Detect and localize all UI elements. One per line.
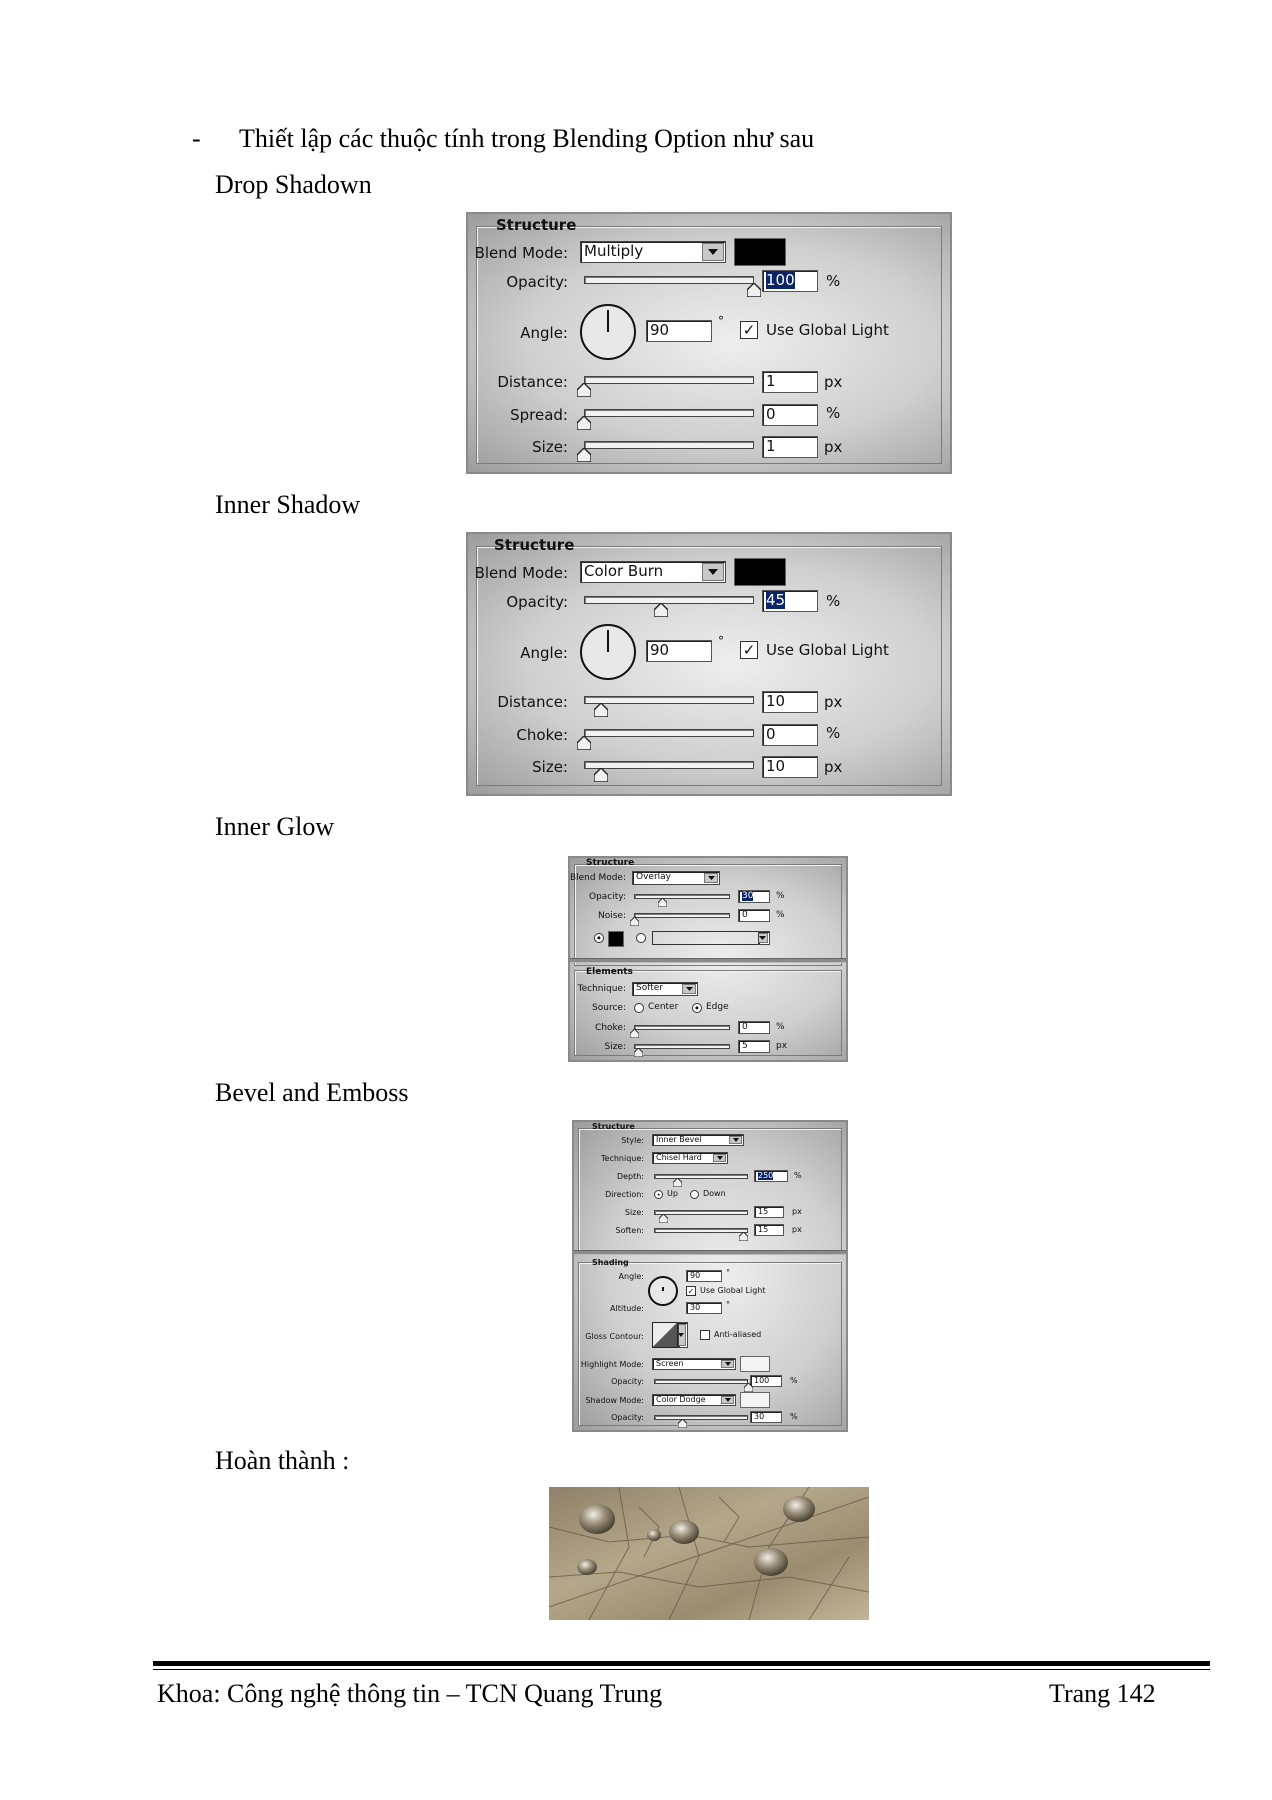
- highlight-mode-value: Screen: [656, 1359, 684, 1368]
- style-label: Style:: [621, 1136, 644, 1145]
- choke-label: Choke:: [516, 726, 568, 744]
- source-edge-label: Edge: [706, 1002, 729, 1012]
- chevron-down-icon: [682, 984, 696, 994]
- soften-slider[interactable]: [654, 1228, 748, 1233]
- elements-title: Elements: [586, 967, 633, 977]
- distance-field[interactable]: 10: [762, 691, 818, 713]
- opacity-unit: %: [826, 272, 841, 290]
- source-label: Source:: [592, 1003, 626, 1013]
- source-edge-radio[interactable]: [692, 1003, 702, 1013]
- chevron-down-icon: [678, 1324, 686, 1346]
- opacity-unit: %: [826, 592, 841, 610]
- bullet-dash: -: [192, 124, 201, 153]
- opacity-label: Opacity:: [589, 892, 626, 902]
- angle-field[interactable]: 90: [646, 320, 712, 342]
- shadow-color-swatch[interactable]: [734, 558, 786, 586]
- angle-label: Angle:: [618, 1272, 644, 1281]
- altitude-field[interactable]: 30: [686, 1302, 722, 1314]
- angle-unit: °: [718, 634, 724, 648]
- drop-shadow-panel: [466, 212, 952, 474]
- chevron-down-icon: [758, 933, 768, 943]
- structure-title: Structure: [592, 1122, 635, 1131]
- source-center-radio[interactable]: [634, 1003, 644, 1013]
- size-field[interactable]: 1: [762, 436, 818, 458]
- solid-color-radio[interactable]: [594, 933, 604, 943]
- opacity-slider[interactable]: [634, 894, 730, 899]
- shadow-color-swatch[interactable]: [740, 1392, 770, 1408]
- intro-text: Thiết lập các thuộc tính trong Blending Option như sau: [239, 124, 815, 153]
- shadow-opacity-unit: %: [790, 1412, 798, 1421]
- chevron-down-icon: [702, 243, 724, 261]
- glow-gradient-picker[interactable]: [652, 931, 768, 945]
- depth-unit: %: [794, 1171, 802, 1180]
- choke-field[interactable]: 0: [762, 724, 818, 746]
- inner-glow-panel: [568, 856, 848, 1062]
- size-label: Size:: [532, 438, 568, 456]
- chevron-down-icon: [713, 1154, 726, 1162]
- distance-field[interactable]: 1: [762, 371, 818, 393]
- technique-value: Softer: [636, 983, 663, 993]
- choke-unit: %: [776, 1022, 785, 1032]
- distance-slider[interactable]: [584, 376, 754, 384]
- opacity-field[interactable]: 100: [762, 270, 818, 292]
- technique-value: Chisel Hard: [656, 1153, 702, 1162]
- noise-slider[interactable]: [634, 913, 730, 918]
- chevron-down-icon: [721, 1396, 734, 1404]
- spread-label: Spread:: [510, 406, 568, 424]
- chevron-down-icon: [721, 1360, 734, 1368]
- size-slider[interactable]: [584, 761, 754, 769]
- blend-mode-label: Blend Mode:: [474, 564, 568, 582]
- heading-bevel-emboss: Bevel and Emboss: [215, 1078, 409, 1107]
- shadow-opacity-label: Opacity:: [611, 1413, 644, 1422]
- direction-down-radio[interactable]: [690, 1190, 699, 1199]
- inner-shadow-panel: [466, 532, 952, 796]
- choke-slider[interactable]: [584, 729, 754, 737]
- soften-label: Soften:: [615, 1226, 644, 1235]
- global-light-label: Use Global Light: [700, 1286, 766, 1295]
- opacity-label: Opacity:: [506, 593, 568, 611]
- chevron-down-icon: [729, 1136, 742, 1144]
- blend-mode-label: Blend Mode:: [569, 873, 626, 883]
- size-label: Size:: [604, 1042, 626, 1052]
- highlight-mode-label: Highlight Mode:: [580, 1360, 644, 1369]
- spread-unit: %: [826, 404, 841, 422]
- highlight-opacity-label: Opacity:: [611, 1377, 644, 1386]
- choke-unit: %: [826, 724, 841, 742]
- size-unit: px: [824, 758, 843, 776]
- altitude-label: Altitude:: [610, 1304, 644, 1313]
- highlight-mode-select[interactable]: [652, 1358, 736, 1370]
- size-label: Size:: [624, 1208, 644, 1217]
- gradient-radio[interactable]: [636, 933, 646, 943]
- direction-up-label: Up: [667, 1189, 678, 1198]
- result-leaf-image: [549, 1487, 869, 1620]
- footer-rule-thick: [153, 1661, 1210, 1666]
- highlight-opacity-slider[interactable]: [654, 1379, 748, 1384]
- size-unit: px: [776, 1041, 788, 1051]
- size-slider[interactable]: [634, 1044, 730, 1049]
- depth-field[interactable]: 250: [754, 1170, 788, 1182]
- bevel-emboss-panel: [572, 1120, 848, 1432]
- choke-field[interactable]: 0: [738, 1021, 770, 1034]
- size-label: Size:: [532, 758, 568, 776]
- gloss-contour-preview[interactable]: [652, 1322, 678, 1348]
- choke-slider[interactable]: [634, 1025, 730, 1030]
- size-unit: px: [792, 1207, 802, 1216]
- opacity-slider[interactable]: [584, 276, 754, 284]
- noise-label: Noise:: [598, 911, 626, 921]
- distance-unit: px: [824, 373, 843, 391]
- gloss-contour-label: Gloss Contour:: [585, 1332, 644, 1341]
- choke-label: Choke:: [595, 1023, 626, 1033]
- direction-up-radio[interactable]: [654, 1190, 663, 1199]
- blend-mode-select[interactable]: [580, 241, 726, 263]
- heading-result: Hoàn thành :: [215, 1446, 350, 1475]
- soften-unit: px: [792, 1225, 802, 1234]
- angle-label: Angle:: [520, 324, 568, 342]
- footer-rule-thin: [153, 1669, 1210, 1670]
- technique-label: Technique:: [577, 984, 626, 994]
- size-field[interactable]: 10: [762, 756, 818, 778]
- heading-drop-shadow: Drop Shadown: [215, 170, 372, 199]
- blend-mode-value: Multiply: [584, 242, 644, 260]
- depth-label: Depth:: [616, 1172, 644, 1181]
- global-light-label: Use Global Light: [766, 641, 889, 659]
- highlight-opacity-field[interactable]: 100: [750, 1375, 782, 1387]
- glow-color-swatch[interactable]: [608, 931, 624, 947]
- direction-label: Direction:: [605, 1190, 644, 1199]
- technique-select[interactable]: [632, 982, 698, 996]
- gradient-dropdown[interactable]: [758, 931, 770, 945]
- heading-inner-shadow: Inner Shadow: [215, 490, 361, 519]
- blend-mode-select[interactable]: [632, 871, 720, 885]
- chevron-down-icon: [702, 563, 724, 581]
- highlight-color-swatch[interactable]: [740, 1356, 770, 1372]
- direction-down-label: Down: [703, 1189, 726, 1198]
- size-slider[interactable]: [584, 441, 754, 449]
- soften-field[interactable]: 15: [754, 1224, 784, 1236]
- technique-label: Technique:: [601, 1154, 644, 1163]
- size-unit: px: [824, 438, 843, 456]
- size-field[interactable]: 5: [738, 1040, 770, 1053]
- style-value: Inner Bevel: [656, 1135, 702, 1144]
- shadow-color-swatch[interactable]: [734, 238, 786, 266]
- gloss-contour-dropdown[interactable]: [678, 1322, 688, 1348]
- source-center-label: Center: [648, 1002, 679, 1012]
- distance-unit: px: [824, 693, 843, 711]
- distance-slider[interactable]: [584, 696, 754, 704]
- blend-mode-value: Color Burn: [584, 562, 664, 580]
- altitude-unit: °: [726, 1300, 730, 1309]
- angle-unit: °: [718, 314, 724, 328]
- global-light-label: Use Global Light: [766, 321, 889, 339]
- size-slider[interactable]: [654, 1210, 748, 1215]
- shadow-mode-value: Color Dodge: [656, 1395, 706, 1404]
- depth-slider[interactable]: [654, 1174, 748, 1179]
- angle-field[interactable]: 90: [686, 1270, 722, 1282]
- style-select[interactable]: [652, 1134, 744, 1146]
- heading-inner-glow: Inner Glow: [215, 812, 335, 841]
- shadow-opacity-slider[interactable]: [654, 1415, 748, 1420]
- opacity-label: Opacity:: [506, 273, 568, 291]
- distance-label: Distance:: [497, 373, 568, 391]
- blend-mode-value: Overlay: [636, 872, 671, 882]
- anti-aliased-label: Anti-aliased: [714, 1330, 762, 1339]
- chevron-down-icon: [704, 873, 718, 883]
- opacity-slider[interactable]: [584, 596, 754, 604]
- spread-field[interactable]: 0: [762, 404, 818, 426]
- angle-label: Angle:: [520, 644, 568, 662]
- noise-unit: %: [776, 910, 785, 920]
- opacity-field[interactable]: 30: [738, 890, 770, 903]
- angle-dial[interactable]: [648, 1276, 678, 1306]
- angle-unit: °: [726, 1268, 730, 1277]
- global-light-checkbox[interactable]: ✓: [687, 1286, 695, 1296]
- highlight-opacity-unit: %: [790, 1376, 798, 1385]
- global-light-checkbox[interactable]: ✓: [740, 321, 758, 339]
- anti-aliased-checkbox[interactable]: [700, 1330, 710, 1340]
- opacity-unit: %: [776, 891, 785, 901]
- blend-mode-label: Blend Mode:: [474, 244, 568, 262]
- blend-mode-select[interactable]: [580, 561, 726, 583]
- shadow-opacity-field[interactable]: 30: [750, 1411, 782, 1423]
- technique-select[interactable]: [652, 1152, 728, 1164]
- structure-title: Structure: [494, 536, 575, 554]
- shadow-mode-select[interactable]: [652, 1394, 736, 1406]
- global-light-checkbox[interactable]: ✓: [740, 641, 758, 659]
- structure-title: Structure: [586, 858, 635, 868]
- distance-label: Distance:: [497, 693, 568, 711]
- noise-field[interactable]: 0: [738, 909, 770, 922]
- size-field[interactable]: 15: [754, 1206, 784, 1218]
- spread-slider[interactable]: [584, 409, 754, 417]
- footer-department: Khoa: Công nghệ thông tin – TCN Quang Trung: [157, 1679, 663, 1708]
- shading-title: Shading: [592, 1258, 629, 1267]
- angle-dial[interactable]: [580, 624, 636, 680]
- angle-field[interactable]: 90: [646, 640, 712, 662]
- structure-title: Structure: [496, 216, 577, 234]
- footer-page-number: Trang 142: [1049, 1679, 1156, 1708]
- shadow-mode-label: Shadow Mode:: [585, 1396, 644, 1405]
- opacity-field[interactable]: 45: [762, 590, 818, 612]
- angle-dial[interactable]: [580, 304, 636, 360]
